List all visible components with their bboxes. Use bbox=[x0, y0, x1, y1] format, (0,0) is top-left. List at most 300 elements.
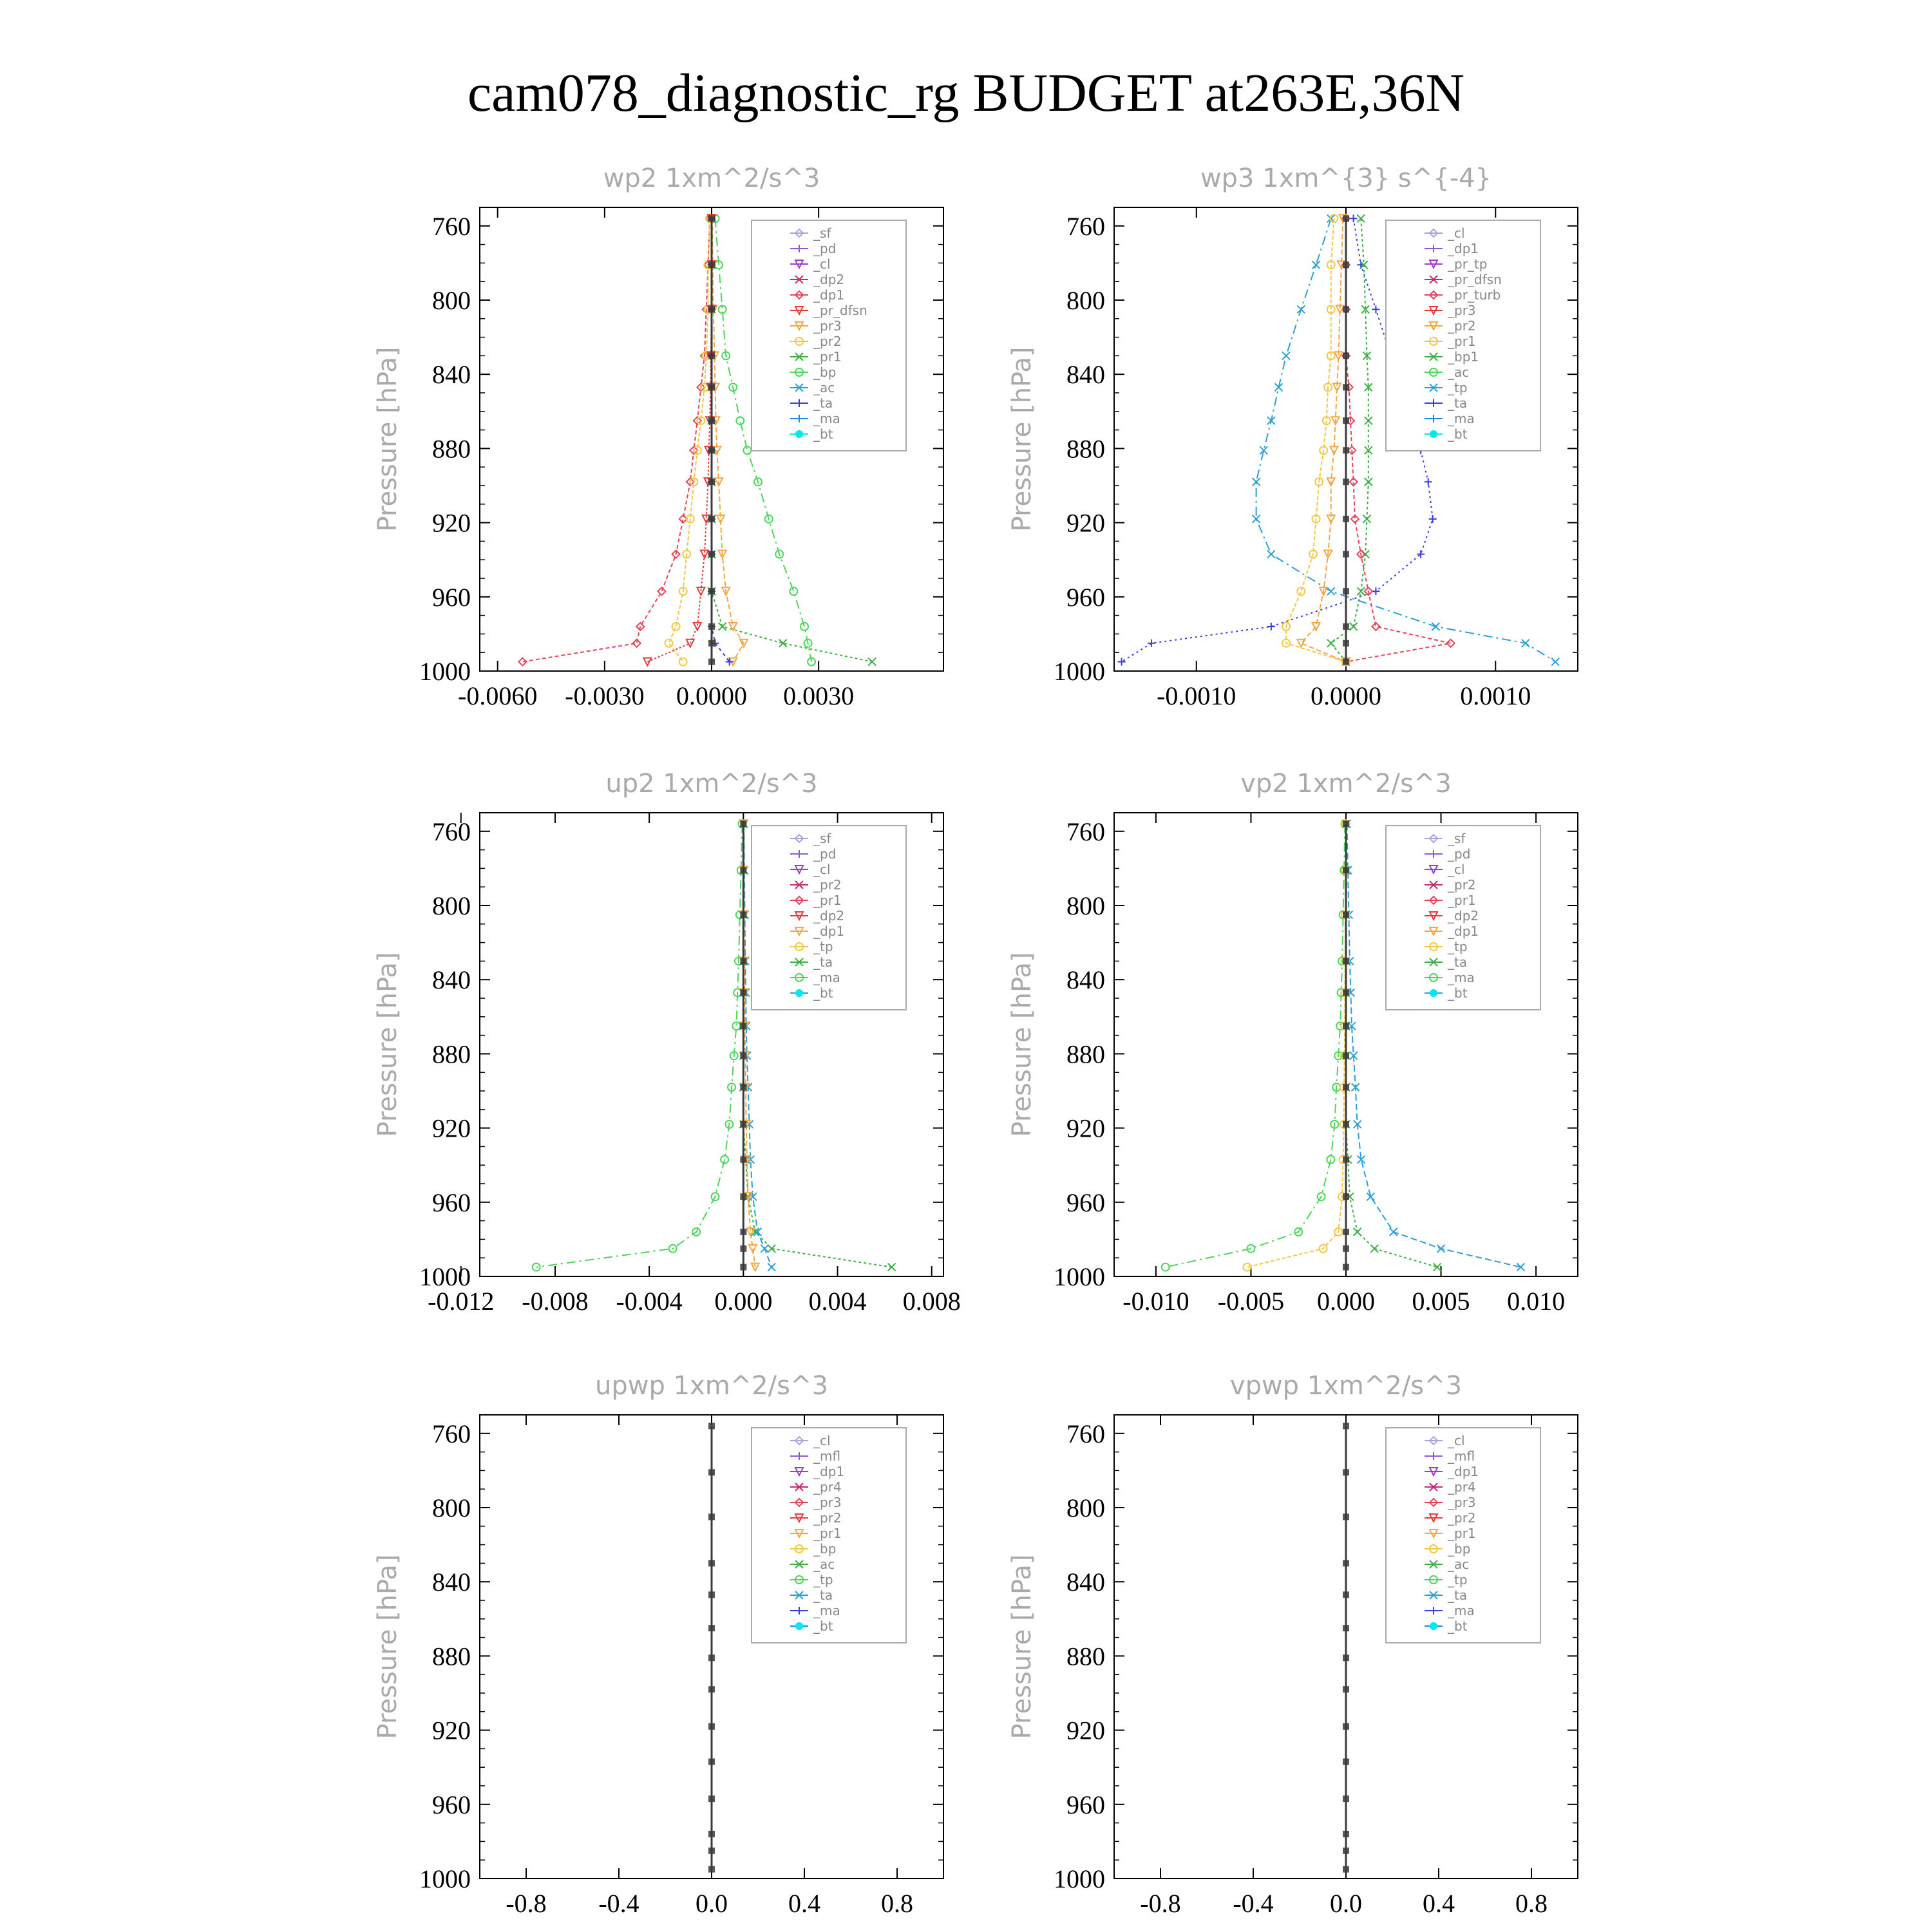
legend-label: _ta bbox=[1448, 954, 1468, 970]
data-point bbox=[1370, 1245, 1378, 1253]
panels bbox=[373, 164, 1578, 1918]
data-point bbox=[740, 989, 746, 996]
data-point bbox=[740, 1052, 746, 1059]
panel-3 bbox=[373, 769, 961, 1316]
x-tick-label: 0.4 bbox=[1423, 1889, 1455, 1918]
legend-label: _pr2 bbox=[1448, 318, 1476, 334]
data-point bbox=[888, 1264, 896, 1271]
data-point bbox=[1312, 261, 1320, 269]
legend-label: _cl bbox=[813, 1433, 831, 1448]
series-line bbox=[712, 218, 730, 661]
y-tick-label: 880 bbox=[1066, 1642, 1105, 1671]
panel-title: upwp 1xm^2/s^3 bbox=[595, 1371, 828, 1401]
data-point bbox=[740, 911, 746, 918]
legend-marker bbox=[795, 430, 803, 438]
data-point bbox=[790, 587, 797, 595]
data-point bbox=[708, 1831, 715, 1837]
data-point bbox=[1343, 640, 1349, 647]
legend-label: _pr1 bbox=[813, 349, 842, 365]
legend-label: _mfl bbox=[1448, 1448, 1475, 1464]
data-point bbox=[708, 261, 715, 268]
data-point bbox=[708, 1723, 715, 1730]
data-point bbox=[1343, 1193, 1349, 1200]
data-point bbox=[1118, 658, 1126, 666]
legend-label: _pr2 bbox=[1448, 877, 1476, 893]
y-tick-label: 880 bbox=[432, 434, 471, 464]
data-point bbox=[1363, 515, 1371, 523]
legend-label: _pr_turb bbox=[1448, 287, 1501, 303]
data-point bbox=[708, 1759, 715, 1765]
legend-label: _pr_tp bbox=[1448, 256, 1488, 272]
data-point bbox=[1429, 515, 1437, 523]
y-tick-label: 920 bbox=[432, 508, 471, 538]
legend-label: _cl bbox=[813, 862, 831, 877]
series-line bbox=[1286, 218, 1346, 661]
legend-label: _cl bbox=[813, 256, 831, 272]
data-point bbox=[708, 306, 715, 312]
y-axis-label: Pressure [hPa] bbox=[373, 346, 402, 532]
series-line bbox=[536, 824, 743, 1267]
legend-label: _pr1 bbox=[1448, 334, 1476, 349]
x-tick-label: 0.8 bbox=[1515, 1889, 1548, 1918]
data-point bbox=[1343, 867, 1349, 873]
y-tick-label: 800 bbox=[1066, 286, 1105, 315]
panel-title: up2 1xm^2/s^3 bbox=[605, 769, 818, 799]
data-point bbox=[708, 1513, 715, 1520]
legend-marker bbox=[1430, 430, 1437, 438]
panel-1 bbox=[373, 164, 943, 710]
x-tick-label: -0.005 bbox=[1217, 1287, 1285, 1316]
y-tick-label: 840 bbox=[1066, 360, 1105, 390]
x-tick-label: -0.8 bbox=[1140, 1889, 1181, 1918]
data-point bbox=[1551, 658, 1559, 666]
x-tick-label: 0.008 bbox=[902, 1287, 961, 1316]
data-point bbox=[1253, 478, 1260, 486]
y-tick-label: 1000 bbox=[419, 1864, 471, 1893]
y-tick-label: 800 bbox=[432, 891, 471, 920]
y-tick-label: 800 bbox=[1066, 1493, 1105, 1522]
data-point bbox=[1343, 1625, 1349, 1631]
data-point bbox=[1343, 1264, 1349, 1271]
legend-label: _pr1 bbox=[813, 893, 842, 908]
y-axis-label: Pressure [hPa] bbox=[373, 1554, 402, 1739]
y-tick-label: 960 bbox=[1066, 1790, 1105, 1819]
series-dp1 bbox=[518, 214, 714, 665]
data-point bbox=[1350, 623, 1358, 630]
panel-title: vp2 1xm^2/s^3 bbox=[1240, 769, 1452, 799]
legend-label: _tp bbox=[813, 1572, 833, 1587]
x-tick-label: 0.4 bbox=[788, 1889, 820, 1918]
data-point bbox=[1343, 1084, 1349, 1090]
y-axis-label: Pressure [hPa] bbox=[1007, 952, 1037, 1137]
legend-label: _bp bbox=[1448, 1541, 1471, 1557]
y-axis-label: Pressure [hPa] bbox=[1007, 346, 1037, 532]
data-point bbox=[740, 1023, 746, 1029]
legend-label: _pr_dfsn bbox=[1448, 272, 1502, 287]
legend-label: _cl bbox=[1448, 862, 1465, 877]
data-point bbox=[740, 1121, 746, 1128]
y-tick-label: 1000 bbox=[1054, 1864, 1105, 1893]
data-point bbox=[1343, 306, 1349, 312]
legend-label: _sf bbox=[813, 831, 831, 846]
legend-label: _bt bbox=[813, 985, 833, 1001]
data-point bbox=[1343, 478, 1349, 485]
data-point bbox=[1343, 1723, 1349, 1730]
x-tick-label: -0.010 bbox=[1122, 1287, 1189, 1316]
data-point bbox=[1343, 1795, 1349, 1802]
x-tick-label: 0.000 bbox=[714, 1287, 773, 1316]
data-point bbox=[1343, 1245, 1349, 1252]
legend-label: _dp2 bbox=[813, 908, 845, 923]
data-point bbox=[1343, 588, 1349, 594]
legend-label: _pr1 bbox=[1448, 1526, 1476, 1541]
data-point bbox=[708, 1560, 715, 1566]
legend-label: _tp bbox=[813, 939, 833, 954]
x-tick-label: 0.0 bbox=[696, 1889, 728, 1918]
x-tick-label: -0.0030 bbox=[565, 681, 645, 710]
y-tick-label: 760 bbox=[432, 1419, 471, 1448]
data-point bbox=[708, 623, 715, 630]
y-tick-label: 760 bbox=[432, 817, 471, 846]
data-point bbox=[1365, 417, 1372, 424]
data-point bbox=[708, 1795, 715, 1802]
data-point bbox=[740, 820, 746, 827]
data-point bbox=[740, 1229, 746, 1235]
legend-marker bbox=[795, 1622, 803, 1630]
y-tick-label: 880 bbox=[432, 1039, 471, 1069]
legend-label: _ta bbox=[813, 395, 833, 411]
legend-label: _ac bbox=[813, 380, 835, 395]
data-point bbox=[1327, 1156, 1334, 1164]
data-point bbox=[800, 623, 808, 630]
legend-label: _pr1 bbox=[1448, 893, 1476, 908]
data-point bbox=[1267, 551, 1275, 558]
legend-label: _pr4 bbox=[813, 1479, 842, 1495]
y-tick-label: 840 bbox=[432, 360, 471, 390]
data-point bbox=[1343, 958, 1349, 964]
data-point bbox=[1354, 1228, 1361, 1236]
data-point bbox=[679, 658, 687, 666]
legend-label: _sf bbox=[813, 225, 831, 241]
legend-label: _mfl bbox=[813, 1448, 841, 1464]
legend-label: _pr2 bbox=[1448, 1510, 1476, 1526]
data-point bbox=[761, 1245, 768, 1253]
legend-label: _dp1 bbox=[1448, 241, 1479, 256]
x-tick-label: -0.008 bbox=[522, 1287, 589, 1316]
y-tick-label: 920 bbox=[1066, 1716, 1105, 1745]
data-point bbox=[740, 867, 746, 873]
data-point bbox=[1343, 1023, 1349, 1029]
y-tick-label: 960 bbox=[432, 1188, 471, 1217]
legend-label: _ma bbox=[813, 970, 840, 985]
data-point bbox=[665, 639, 673, 647]
series-line bbox=[647, 218, 712, 661]
legend-label: _pr2 bbox=[813, 877, 842, 893]
y-tick-label: 920 bbox=[1066, 1113, 1105, 1143]
data-point bbox=[868, 658, 876, 666]
data-point bbox=[708, 659, 715, 665]
data-point bbox=[740, 1084, 746, 1090]
legend-label: _pd bbox=[1448, 846, 1471, 862]
data-point bbox=[740, 1264, 746, 1271]
data-point bbox=[1432, 623, 1439, 630]
legend-label: _ta bbox=[813, 954, 833, 970]
legend-label: _cl bbox=[1448, 1433, 1465, 1448]
y-tick-label: 760 bbox=[1066, 817, 1105, 846]
legend-label: _ma bbox=[1448, 411, 1475, 426]
y-tick-label: 840 bbox=[432, 1567, 471, 1597]
y-tick-label: 840 bbox=[432, 965, 471, 995]
panel-6 bbox=[1007, 1371, 1578, 1918]
x-tick-label: -0.4 bbox=[1233, 1889, 1274, 1918]
data-point bbox=[1343, 1759, 1349, 1765]
panel-title: wp2 1xm^2/s^3 bbox=[603, 164, 820, 193]
legend-label: _ma bbox=[1448, 970, 1475, 985]
legend-label: _bp1 bbox=[1448, 349, 1479, 365]
data-point bbox=[708, 588, 715, 594]
panel-title: vpwp 1xm^2/s^3 bbox=[1229, 1371, 1463, 1401]
x-tick-label: -0.012 bbox=[428, 1287, 495, 1316]
x-tick-label: -0.8 bbox=[506, 1889, 547, 1918]
legend-label: _ma bbox=[1448, 1603, 1475, 1618]
data-point bbox=[1327, 587, 1335, 595]
legend-label: _ma bbox=[813, 1603, 840, 1618]
data-point bbox=[732, 1022, 740, 1030]
legend-marker bbox=[1430, 989, 1437, 997]
data-point bbox=[1343, 1423, 1349, 1429]
data-point bbox=[1327, 639, 1335, 647]
data-point bbox=[697, 587, 705, 595]
data-point bbox=[1343, 215, 1349, 222]
data-point bbox=[708, 640, 715, 647]
legend-label: _ma bbox=[813, 411, 840, 426]
data-point bbox=[708, 1625, 715, 1631]
data-point bbox=[1297, 587, 1305, 595]
data-point bbox=[708, 516, 715, 522]
data-point bbox=[708, 551, 715, 558]
y-tick-label: 800 bbox=[432, 286, 471, 315]
legend-label: _dp1 bbox=[813, 1464, 845, 1479]
data-point bbox=[1365, 478, 1372, 486]
y-tick-label: 920 bbox=[1066, 508, 1105, 538]
legend-label: _dp1 bbox=[813, 287, 845, 303]
legend-label: _bp bbox=[813, 365, 837, 380]
y-axis-label: Pressure [hPa] bbox=[373, 952, 402, 1137]
data-point bbox=[1343, 659, 1349, 665]
data-point bbox=[708, 352, 715, 359]
y-tick-label: 840 bbox=[1066, 965, 1105, 995]
data-point bbox=[1282, 352, 1290, 359]
y-tick-label: 960 bbox=[432, 1790, 471, 1819]
data-point bbox=[1343, 261, 1349, 268]
x-tick-label: -0.0010 bbox=[1157, 681, 1236, 710]
data-point bbox=[1434, 1264, 1441, 1271]
panel-title: wp3 1xm^{3} s^{-4} bbox=[1200, 164, 1492, 193]
legend-label: _bt bbox=[1448, 426, 1468, 442]
x-tick-label: -0.4 bbox=[598, 1889, 639, 1918]
panel-4 bbox=[1007, 769, 1578, 1316]
x-tick-label: 0.8 bbox=[881, 1889, 913, 1918]
data-point bbox=[708, 417, 715, 424]
data-point bbox=[1343, 623, 1349, 630]
data-point bbox=[1343, 1121, 1349, 1128]
y-tick-label: 1000 bbox=[419, 1262, 471, 1291]
x-tick-label: 0.010 bbox=[1507, 1287, 1566, 1316]
legend-label: _pd bbox=[813, 846, 837, 862]
legend-label: _dp1 bbox=[1448, 923, 1479, 939]
legend-label: _pr3 bbox=[1448, 303, 1476, 318]
data-point bbox=[1162, 1264, 1170, 1271]
legend-label: _ta bbox=[1448, 395, 1468, 411]
y-tick-label: 880 bbox=[1066, 1039, 1105, 1069]
y-axis-label: Pressure [hPa] bbox=[1007, 1554, 1037, 1739]
legend-label: _cl bbox=[1448, 225, 1465, 241]
data-point bbox=[708, 1686, 715, 1692]
legend-marker bbox=[795, 989, 803, 997]
data-point bbox=[1343, 1591, 1349, 1598]
data-point bbox=[1343, 417, 1349, 424]
series-bt bbox=[708, 1423, 715, 1872]
series-pr3 bbox=[1297, 214, 1350, 665]
data-point bbox=[1343, 447, 1349, 453]
series-line bbox=[712, 218, 744, 661]
legend-label: _ac bbox=[1448, 1557, 1470, 1572]
legend-label: _ac bbox=[813, 1557, 835, 1572]
data-point bbox=[1343, 1686, 1349, 1692]
legend-label: _ta bbox=[1448, 1587, 1468, 1603]
figure-title: cam078_diagnostic_rg BUDGET at263E,36N bbox=[467, 63, 1465, 123]
legend-label: _pr1 bbox=[813, 1526, 842, 1541]
data-point bbox=[1343, 820, 1349, 827]
y-tick-label: 880 bbox=[1066, 434, 1105, 464]
series-dp1 bbox=[533, 820, 746, 1271]
legend-label: _dp1 bbox=[813, 923, 845, 939]
series-line bbox=[1331, 218, 1368, 661]
data-point bbox=[1367, 1193, 1374, 1200]
legend-label: _tp bbox=[1448, 1572, 1468, 1587]
series-pr_dfsn bbox=[643, 214, 715, 665]
y-tick-label: 960 bbox=[432, 582, 471, 612]
x-tick-label: 0.004 bbox=[808, 1287, 867, 1316]
legend-label: _bt bbox=[813, 1618, 833, 1634]
data-point bbox=[1343, 384, 1349, 390]
data-point bbox=[1297, 305, 1305, 313]
legend-label: _dp2 bbox=[1448, 908, 1479, 923]
y-tick-label: 960 bbox=[1066, 582, 1105, 612]
data-point bbox=[658, 587, 665, 595]
data-point bbox=[719, 623, 726, 630]
y-tick-label: 920 bbox=[432, 1113, 471, 1143]
x-tick-label: 0.0 bbox=[1330, 1889, 1362, 1918]
legend-label: _pr2 bbox=[813, 334, 842, 349]
data-point bbox=[1343, 551, 1349, 558]
data-point bbox=[1372, 305, 1379, 313]
y-tick-label: 760 bbox=[1066, 211, 1105, 241]
series-dp1 bbox=[1162, 820, 1349, 1271]
plot-area bbox=[708, 1423, 715, 1872]
data-point bbox=[1343, 1848, 1349, 1854]
data-point bbox=[1343, 1229, 1349, 1235]
panel-5 bbox=[373, 1371, 943, 1918]
legend-label: _bt bbox=[1448, 985, 1468, 1001]
legend-label: _dp1 bbox=[1448, 1464, 1479, 1479]
data-point bbox=[1297, 639, 1305, 647]
legend-marker bbox=[1430, 1622, 1437, 1630]
legend-label: _pr4 bbox=[1448, 1479, 1476, 1495]
data-point bbox=[1343, 352, 1349, 359]
x-tick-label: -0.0060 bbox=[458, 681, 538, 710]
data-point bbox=[740, 1245, 746, 1252]
data-point bbox=[1343, 1866, 1349, 1873]
data-point bbox=[1343, 1052, 1349, 1059]
series-pr2 bbox=[1244, 820, 1350, 1271]
x-tick-label: 0.000 bbox=[1317, 1287, 1375, 1316]
y-tick-label: 760 bbox=[432, 211, 471, 241]
data-point bbox=[1253, 515, 1260, 523]
data-point bbox=[1357, 214, 1365, 222]
y-tick-label: 880 bbox=[432, 1642, 471, 1671]
x-tick-label: -0.004 bbox=[616, 1287, 683, 1316]
x-tick-label: 0.0010 bbox=[1460, 681, 1531, 710]
y-tick-label: 1000 bbox=[1054, 1262, 1105, 1291]
data-point bbox=[1343, 1469, 1349, 1475]
legend-label: _ac bbox=[1448, 365, 1470, 380]
y-tick-label: 1000 bbox=[1054, 657, 1105, 686]
data-point bbox=[1343, 1831, 1349, 1837]
data-point bbox=[708, 215, 715, 222]
data-point bbox=[1390, 1228, 1397, 1236]
y-tick-label: 840 bbox=[1066, 1567, 1105, 1597]
data-point bbox=[1343, 516, 1349, 522]
data-point bbox=[708, 384, 715, 390]
legend-label: _pd bbox=[813, 241, 837, 256]
data-point bbox=[708, 1866, 715, 1873]
x-tick-label: 0.0000 bbox=[1311, 681, 1381, 710]
series-pr1 bbox=[1327, 214, 1372, 665]
y-tick-label: 800 bbox=[432, 1493, 471, 1522]
legend-label: _pr3 bbox=[813, 318, 842, 334]
legend-label: _tp bbox=[1448, 939, 1468, 954]
y-tick-label: 800 bbox=[1066, 891, 1105, 920]
data-point bbox=[708, 1469, 715, 1475]
data-point bbox=[1343, 989, 1349, 996]
series-pr2 bbox=[1282, 214, 1350, 665]
y-tick-label: 760 bbox=[1066, 1419, 1105, 1448]
legend-label: _pr_dfsn bbox=[813, 303, 867, 318]
legend-label: _pr3 bbox=[813, 1495, 842, 1510]
y-tick-label: 920 bbox=[432, 1716, 471, 1745]
x-tick-label: 0.0000 bbox=[676, 681, 747, 710]
legend-label: _ta bbox=[813, 1587, 833, 1603]
series-pr2 bbox=[665, 214, 714, 665]
x-tick-label: 0.0030 bbox=[783, 681, 855, 710]
series-line bbox=[1247, 824, 1346, 1267]
data-point bbox=[1343, 1654, 1349, 1661]
series-line bbox=[1166, 824, 1345, 1267]
data-point bbox=[740, 1193, 746, 1200]
legend-label: _bt bbox=[1448, 1618, 1468, 1634]
legend-label: _bp bbox=[813, 1541, 837, 1557]
data-point bbox=[708, 447, 715, 453]
data-point bbox=[1267, 623, 1275, 630]
plot-area bbox=[1343, 1423, 1349, 1872]
y-tick-label: 1000 bbox=[419, 657, 471, 686]
series-bt bbox=[1343, 1423, 1349, 1872]
data-point bbox=[740, 958, 746, 964]
data-point bbox=[1425, 478, 1432, 486]
data-point bbox=[708, 478, 715, 485]
data-point bbox=[708, 1654, 715, 1661]
